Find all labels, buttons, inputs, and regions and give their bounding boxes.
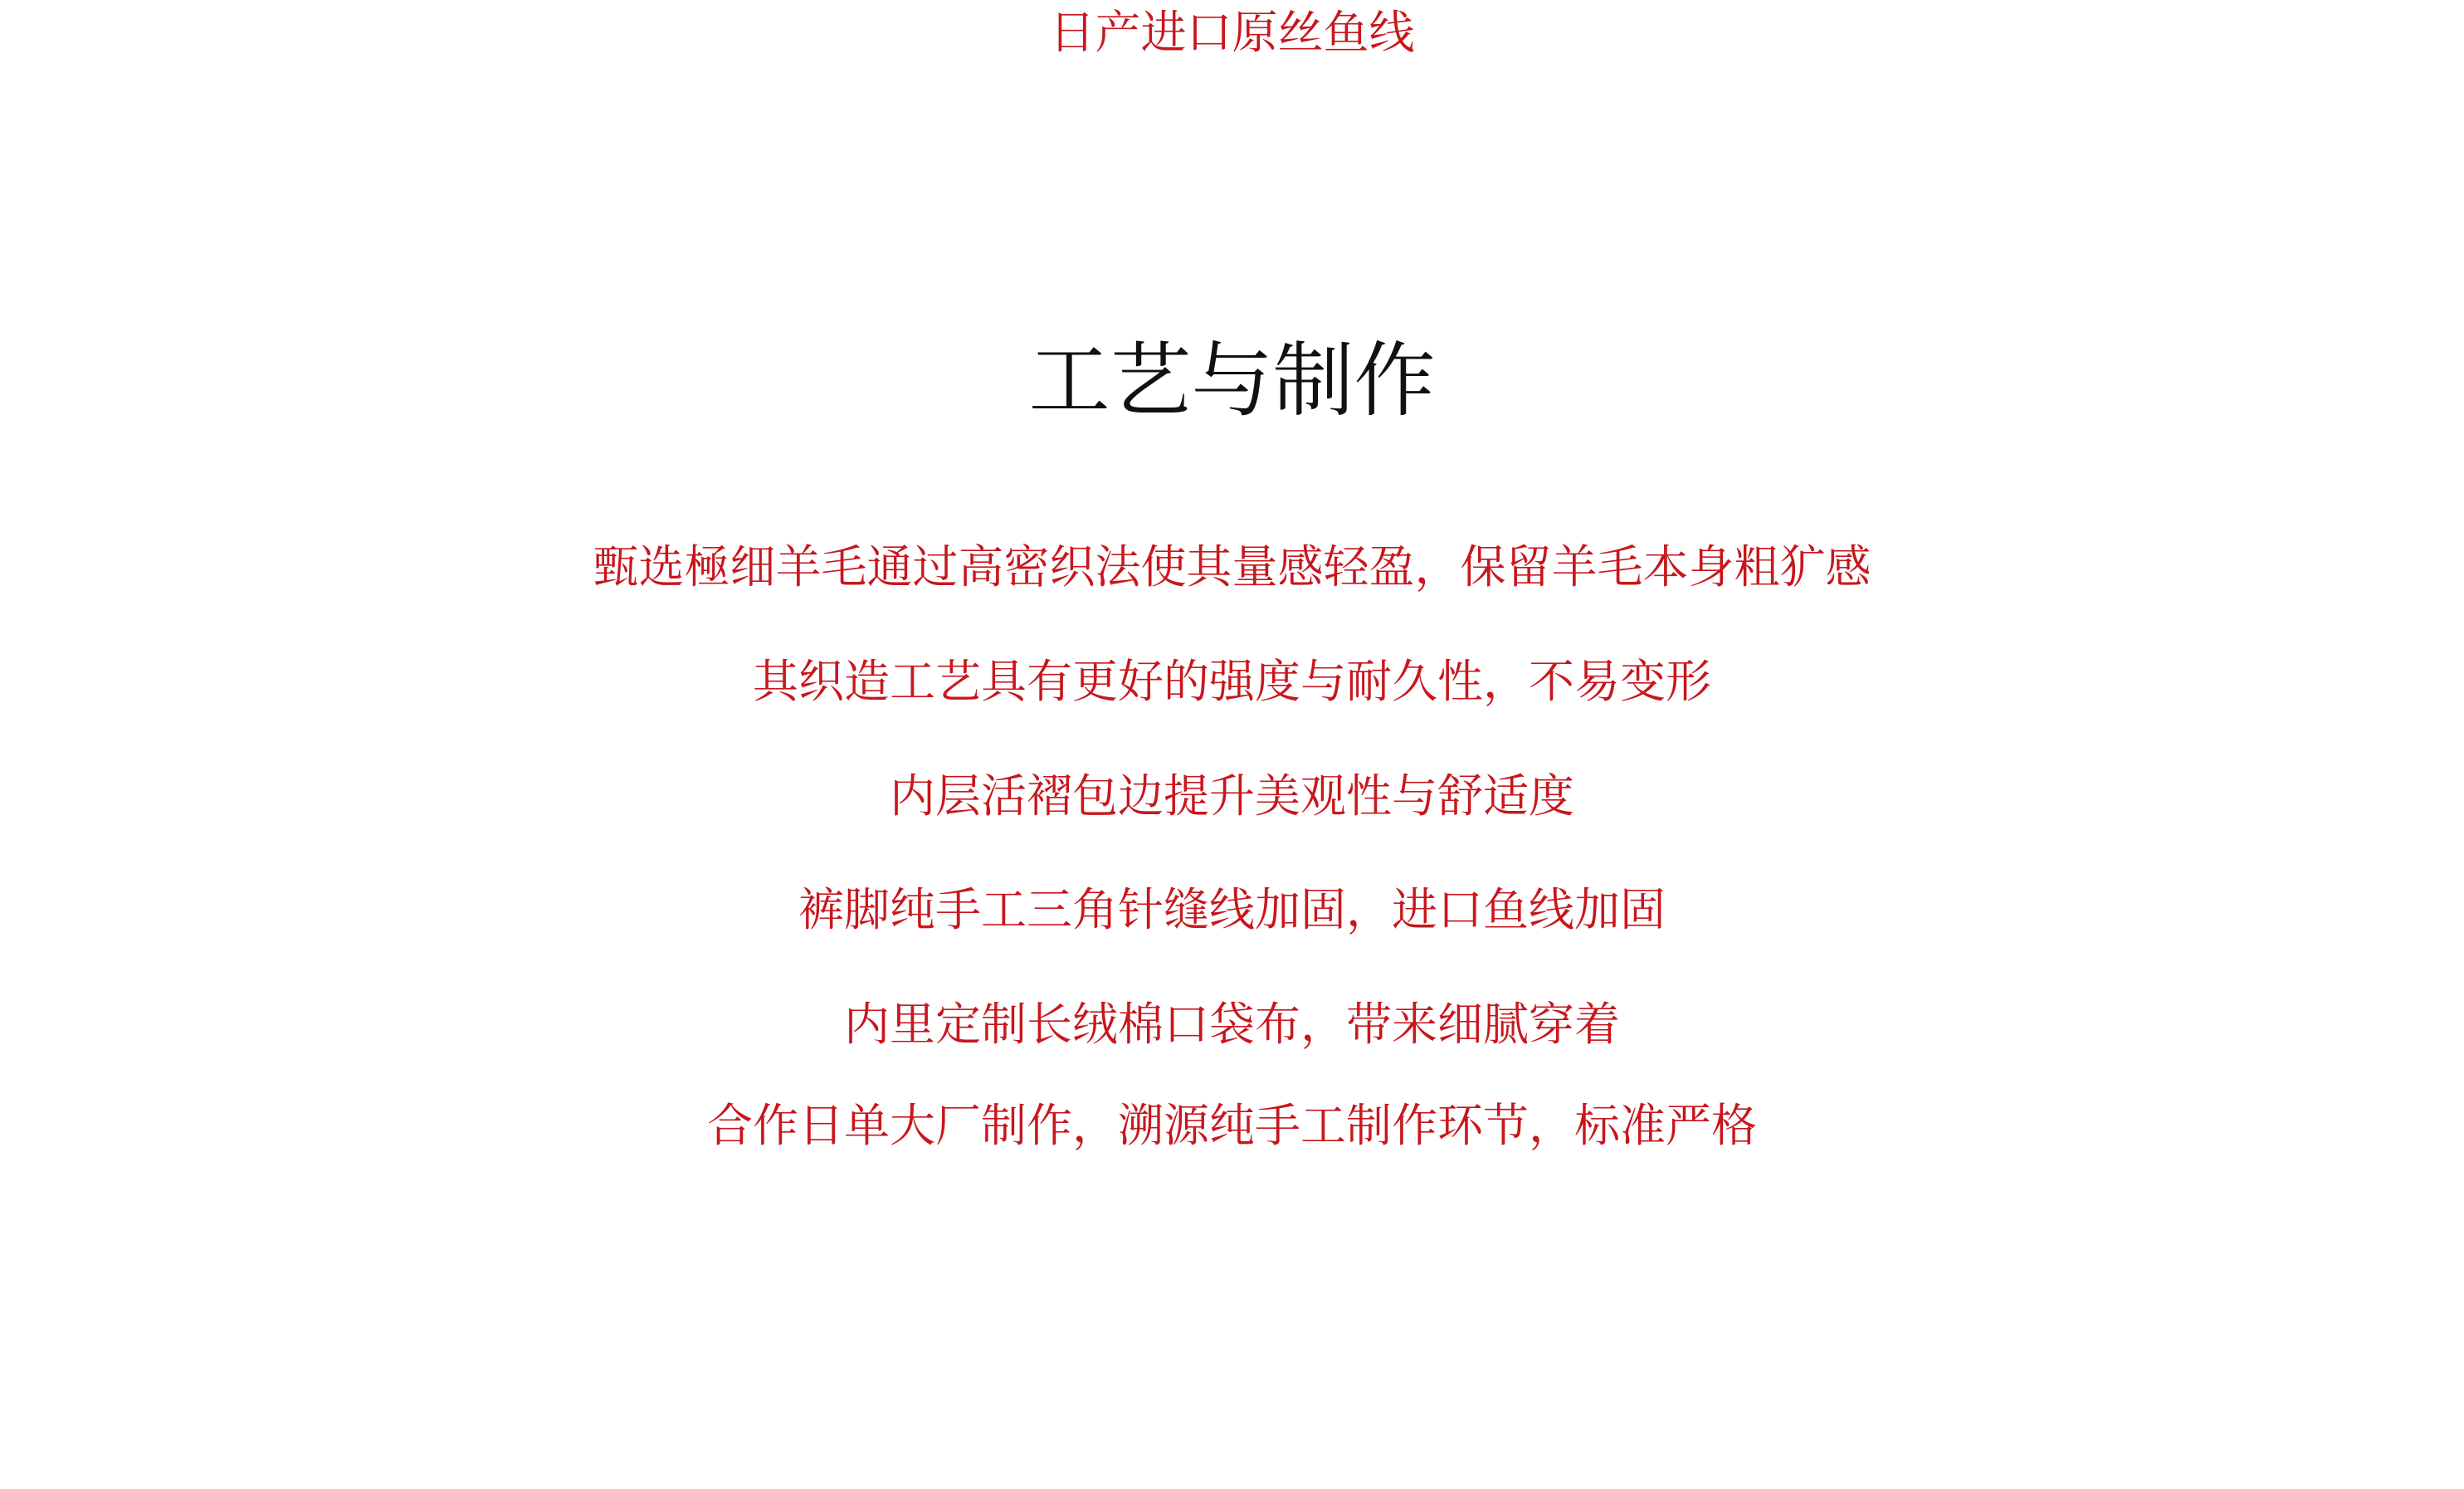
description-line-1: 甄选極细羊毛通过高密织法使其量感轻盈，保留羊毛本身粗犷感 [593, 540, 1871, 593]
description-line-4: 裤脚纯手工三角针缝线加固，进口鱼线加固 [798, 883, 1666, 936]
description-line-2: 其织造工艺具有更好的强度与耐久性，不易变形 [752, 655, 1711, 708]
section-title: 工艺与制作 [1028, 334, 1436, 428]
top-caption: 日产进口原丝鱼线 [1049, 6, 1415, 59]
description-line-6: 合作日单大厂制作，溯源纯手工制作环节，标准严格 [706, 1099, 1757, 1152]
description-line-3: 内层活褶包边提升美观性与舒适度 [889, 769, 1574, 823]
description-line-5: 内里定制长绒棉口袋布，带来细腻穿着 [843, 998, 1620, 1051]
